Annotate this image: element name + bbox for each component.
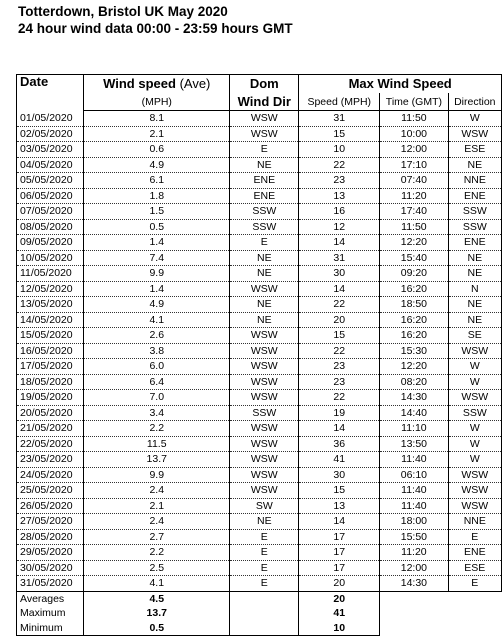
summary-row (17, 606, 502, 621)
cell-date: 29/05/2020 (17, 545, 84, 561)
cell-max-speed: 22 (299, 297, 380, 313)
cell-max-speed: 22 (299, 157, 380, 173)
cell-average-speed: 6.4 (84, 374, 230, 390)
cell-max-direction: NE (448, 312, 501, 328)
table-row (17, 142, 502, 158)
cell-max-direction: W (448, 111, 501, 127)
cell-max-direction: W (448, 452, 501, 468)
cell-date: 31/05/2020 (17, 576, 84, 592)
cell-dominant-direction: NE (230, 297, 299, 313)
cell-dominant-direction: NE (230, 250, 299, 266)
cell-date: 28/05/2020 (17, 529, 84, 545)
cell-max-direction: ENE (448, 235, 501, 251)
cell-max-direction: WSW (448, 343, 501, 359)
cell-max-speed: 23 (299, 173, 380, 189)
cell-max-time: 11:40 (380, 498, 448, 514)
cell-max-time: 11:20 (380, 545, 448, 561)
cell-max-speed: 10 (299, 142, 380, 158)
table-row (17, 188, 502, 204)
cell-max-direction: WSW (448, 498, 501, 514)
cell-date: 03/05/2020 (17, 142, 84, 158)
cell-max-direction: W (448, 359, 501, 375)
cell-max-speed: 36 (299, 436, 380, 452)
cell-max-direction: NE (448, 297, 501, 313)
summary-row (17, 591, 502, 606)
cell-max-speed: 31 (299, 250, 380, 266)
cell-dominant-direction: WSW (230, 390, 299, 406)
summary-empty-cell (230, 621, 299, 636)
cell-max-time: 11:50 (380, 219, 448, 235)
cell-max-time: 12:00 (380, 142, 448, 158)
cell-average-speed: 1.5 (84, 204, 230, 220)
cell-max-speed: 23 (299, 374, 380, 390)
summary-label: Maximum (17, 606, 84, 621)
table-row (17, 281, 502, 297)
cell-max-direction: SSW (448, 219, 501, 235)
cell-max-speed: 41 (299, 452, 380, 468)
cell-dominant-direction: NE (230, 514, 299, 530)
cell-average-speed: 0.6 (84, 142, 230, 158)
cell-average-speed: 2.2 (84, 421, 230, 437)
cell-dominant-direction: WSW (230, 421, 299, 437)
table-row (17, 483, 502, 499)
cell-max-direction: WSW (448, 483, 501, 499)
cell-date: 12/05/2020 (17, 281, 84, 297)
table-row (17, 390, 502, 406)
table-row (17, 405, 502, 421)
table-row (17, 173, 502, 189)
summary-average-speed: 13.7 (84, 606, 230, 621)
cell-max-direction: SSW (448, 204, 501, 220)
cell-dominant-direction: NE (230, 266, 299, 282)
table-row (17, 514, 502, 530)
cell-dominant-direction: WSW (230, 374, 299, 390)
cell-dominant-direction: E (230, 235, 299, 251)
cell-max-speed: 15 (299, 483, 380, 499)
cell-dominant-direction: WSW (230, 111, 299, 127)
table-row (17, 374, 502, 390)
cell-dominant-direction: ENE (230, 173, 299, 189)
cell-dominant-direction: WSW (230, 436, 299, 452)
cell-dominant-direction: E (230, 142, 299, 158)
cell-max-speed: 15 (299, 328, 380, 344)
cell-average-speed: 2.6 (84, 328, 230, 344)
cell-average-speed: 4.9 (84, 297, 230, 313)
cell-max-direction: N (448, 281, 501, 297)
cell-max-direction: W (448, 436, 501, 452)
cell-dominant-direction: WSW (230, 328, 299, 344)
cell-average-speed: 0.5 (84, 219, 230, 235)
cell-max-time: 06:10 (380, 467, 448, 483)
table-row (17, 297, 502, 313)
cell-dominant-direction: NE (230, 312, 299, 328)
cell-dominant-direction: SW (230, 498, 299, 514)
table-row (17, 359, 502, 375)
cell-dominant-direction: E (230, 529, 299, 545)
table-row (17, 111, 502, 127)
cell-max-direction: ENE (448, 188, 501, 204)
table-row (17, 250, 502, 266)
cell-date: 26/05/2020 (17, 498, 84, 514)
cell-dominant-direction: SSW (230, 204, 299, 220)
cell-max-direction: NNE (448, 173, 501, 189)
cell-average-speed: 9.9 (84, 266, 230, 282)
cell-date: 19/05/2020 (17, 390, 84, 406)
cell-max-time: 18:00 (380, 514, 448, 530)
cell-dominant-direction: WSW (230, 452, 299, 468)
cell-dominant-direction: WSW (230, 359, 299, 375)
table-row (17, 436, 502, 452)
cell-max-direction: NNE (448, 514, 501, 530)
cell-average-speed: 4.1 (84, 576, 230, 592)
cell-max-direction: E (448, 576, 501, 592)
cell-max-speed: 14 (299, 514, 380, 530)
cell-date: 07/05/2020 (17, 204, 84, 220)
header-wind-unit: (MPH) (84, 93, 230, 111)
cell-average-speed: 4.9 (84, 157, 230, 173)
cell-max-speed: 20 (299, 312, 380, 328)
cell-date: 08/05/2020 (17, 219, 84, 235)
cell-max-speed: 14 (299, 281, 380, 297)
table-row (17, 204, 502, 220)
cell-date: 06/05/2020 (17, 188, 84, 204)
cell-dominant-direction: WSW (230, 343, 299, 359)
cell-date: 11/05/2020 (17, 266, 84, 282)
table-row (17, 560, 502, 576)
cell-max-time: 15:50 (380, 529, 448, 545)
table-row (17, 328, 502, 344)
summary-average-speed: 0.5 (84, 621, 230, 636)
report-title: Totterdown, Bristol UK May 2020 (18, 4, 228, 19)
summary-empty-cell (230, 606, 299, 621)
cell-max-direction: ENE (448, 545, 501, 561)
cell-max-speed: 12 (299, 219, 380, 235)
cell-date: 09/05/2020 (17, 235, 84, 251)
table-row (17, 529, 502, 545)
cell-date: 01/05/2020 (17, 111, 84, 127)
cell-max-time: 11:20 (380, 188, 448, 204)
cell-dominant-direction: E (230, 576, 299, 592)
cell-max-time: 11:40 (380, 452, 448, 468)
cell-average-speed: 7.0 (84, 390, 230, 406)
cell-max-time: 12:20 (380, 359, 448, 375)
cell-max-time: 10:00 (380, 126, 448, 142)
cell-max-speed: 23 (299, 359, 380, 375)
cell-max-speed: 17 (299, 545, 380, 561)
summary-row (17, 621, 502, 636)
cell-max-speed: 16 (299, 204, 380, 220)
cell-max-time: 14:30 (380, 390, 448, 406)
cell-max-speed: 13 (299, 498, 380, 514)
cell-max-direction: NE (448, 266, 501, 282)
header-wind-speed: Wind speed (Ave) (84, 75, 230, 94)
cell-date: 27/05/2020 (17, 514, 84, 530)
cell-max-speed: 20 (299, 576, 380, 592)
table-row (17, 157, 502, 173)
cell-average-speed: 2.1 (84, 498, 230, 514)
cell-date: 15/05/2020 (17, 328, 84, 344)
cell-average-speed: 13.7 (84, 452, 230, 468)
cell-max-time: 12:20 (380, 235, 448, 251)
cell-max-time: 12:00 (380, 560, 448, 576)
table-row (17, 576, 502, 592)
report-subtitle: 24 hour wind data 00:00 - 23:59 hours GMT (18, 21, 293, 36)
table-row (17, 421, 502, 437)
cell-max-speed: 19 (299, 405, 380, 421)
cell-max-direction: ESE (448, 560, 501, 576)
summary-max-speed: 10 (299, 621, 380, 636)
table-row (17, 266, 502, 282)
cell-date: 18/05/2020 (17, 374, 84, 390)
cell-max-direction: E (448, 529, 501, 545)
cell-dominant-direction: SSW (230, 405, 299, 421)
cell-max-direction: NE (448, 157, 501, 173)
cell-date: 16/05/2020 (17, 343, 84, 359)
cell-dominant-direction: ENE (230, 188, 299, 204)
table-row (17, 219, 502, 235)
table-row (17, 235, 502, 251)
cell-average-speed: 2.4 (84, 514, 230, 530)
cell-max-direction: W (448, 374, 501, 390)
cell-max-time: 17:10 (380, 157, 448, 173)
cell-dominant-direction: E (230, 560, 299, 576)
cell-max-direction: SE (448, 328, 501, 344)
table-row (17, 312, 502, 328)
cell-average-speed: 8.1 (84, 111, 230, 127)
cell-max-time: 14:40 (380, 405, 448, 421)
cell-average-speed: 7.4 (84, 250, 230, 266)
cell-max-time: 15:30 (380, 343, 448, 359)
summary-label: Minimum (17, 621, 84, 636)
summary-label: Averages (17, 591, 84, 606)
cell-max-speed: 17 (299, 529, 380, 545)
cell-max-speed: 30 (299, 266, 380, 282)
cell-date: 20/05/2020 (17, 405, 84, 421)
cell-average-speed: 2.7 (84, 529, 230, 545)
wind-data-table (16, 74, 502, 636)
cell-average-speed: 3.8 (84, 343, 230, 359)
cell-date: 30/05/2020 (17, 560, 84, 576)
cell-average-speed: 2.4 (84, 483, 230, 499)
cell-date: 02/05/2020 (17, 126, 84, 142)
cell-max-direction: WSW (448, 126, 501, 142)
cell-date: 13/05/2020 (17, 297, 84, 313)
cell-max-time: 07:40 (380, 173, 448, 189)
cell-average-speed: 1.4 (84, 281, 230, 297)
cell-max-speed: 22 (299, 343, 380, 359)
cell-max-direction: WSW (448, 467, 501, 483)
cell-max-time: 14:30 (380, 576, 448, 592)
cell-max-time: 16:20 (380, 328, 448, 344)
cell-date: 14/05/2020 (17, 312, 84, 328)
cell-max-time: 17:40 (380, 204, 448, 220)
cell-date: 10/05/2020 (17, 250, 84, 266)
header-wind-dir: Wind Dir (230, 93, 299, 111)
table-row (17, 467, 502, 483)
summary-empty-cell (230, 591, 299, 606)
cell-dominant-direction: SSW (230, 219, 299, 235)
cell-average-speed: 2.2 (84, 545, 230, 561)
cell-max-time: 15:40 (380, 250, 448, 266)
cell-max-speed: 30 (299, 467, 380, 483)
cell-max-speed: 14 (299, 235, 380, 251)
cell-dominant-direction: NE (230, 157, 299, 173)
cell-max-speed: 17 (299, 560, 380, 576)
summary-max-speed: 20 (299, 591, 380, 606)
cell-max-time: 11:40 (380, 483, 448, 499)
cell-max-direction: W (448, 421, 501, 437)
cell-max-time: 13:50 (380, 436, 448, 452)
cell-date: 23/05/2020 (17, 452, 84, 468)
cell-dominant-direction: WSW (230, 281, 299, 297)
table-row (17, 545, 502, 561)
cell-average-speed: 9.9 (84, 467, 230, 483)
cell-max-time: 18:50 (380, 297, 448, 313)
cell-max-speed: 31 (299, 111, 380, 127)
cell-max-direction: ESE (448, 142, 501, 158)
cell-max-time: 09:20 (380, 266, 448, 282)
cell-date: 04/05/2020 (17, 157, 84, 173)
header-time: Time (GMT) (380, 93, 448, 111)
cell-date: 25/05/2020 (17, 483, 84, 499)
cell-max-time: 11:50 (380, 111, 448, 127)
table-row (17, 126, 502, 142)
header-max-wind-speed: Max Wind Speed (299, 75, 502, 94)
header-dom: Dom (230, 75, 299, 94)
cell-date: 21/05/2020 (17, 421, 84, 437)
cell-max-speed: 14 (299, 421, 380, 437)
cell-max-speed: 13 (299, 188, 380, 204)
cell-dominant-direction: WSW (230, 483, 299, 499)
cell-dominant-direction: WSW (230, 126, 299, 142)
cell-dominant-direction: WSW (230, 467, 299, 483)
header-direction: Direction (448, 93, 501, 111)
cell-max-direction: SSW (448, 405, 501, 421)
cell-max-speed: 22 (299, 390, 380, 406)
header-speed: Speed (MPH) (299, 93, 380, 111)
cell-max-time: 16:20 (380, 312, 448, 328)
table-row (17, 452, 502, 468)
header-date: Date (17, 75, 84, 111)
cell-average-speed: 3.4 (84, 405, 230, 421)
cell-average-speed: 2.1 (84, 126, 230, 142)
cell-average-speed: 2.5 (84, 560, 230, 576)
cell-average-speed: 6.0 (84, 359, 230, 375)
summary-max-speed: 41 (299, 606, 380, 621)
cell-max-speed: 15 (299, 126, 380, 142)
table-row (17, 498, 502, 514)
cell-max-direction: WSW (448, 390, 501, 406)
cell-average-speed: 1.4 (84, 235, 230, 251)
table-row (17, 343, 502, 359)
cell-date: 24/05/2020 (17, 467, 84, 483)
cell-average-speed: 1.8 (84, 188, 230, 204)
cell-date: 17/05/2020 (17, 359, 84, 375)
cell-dominant-direction: E (230, 545, 299, 561)
cell-date: 22/05/2020 (17, 436, 84, 452)
cell-max-time: 16:20 (380, 281, 448, 297)
cell-max-time: 11:10 (380, 421, 448, 437)
cell-average-speed: 11.5 (84, 436, 230, 452)
cell-max-time: 08:20 (380, 374, 448, 390)
cell-average-speed: 6.1 (84, 173, 230, 189)
cell-average-speed: 4.1 (84, 312, 230, 328)
cell-date: 05/05/2020 (17, 173, 84, 189)
summary-average-speed: 4.5 (84, 591, 230, 606)
cell-max-direction: NE (448, 250, 501, 266)
